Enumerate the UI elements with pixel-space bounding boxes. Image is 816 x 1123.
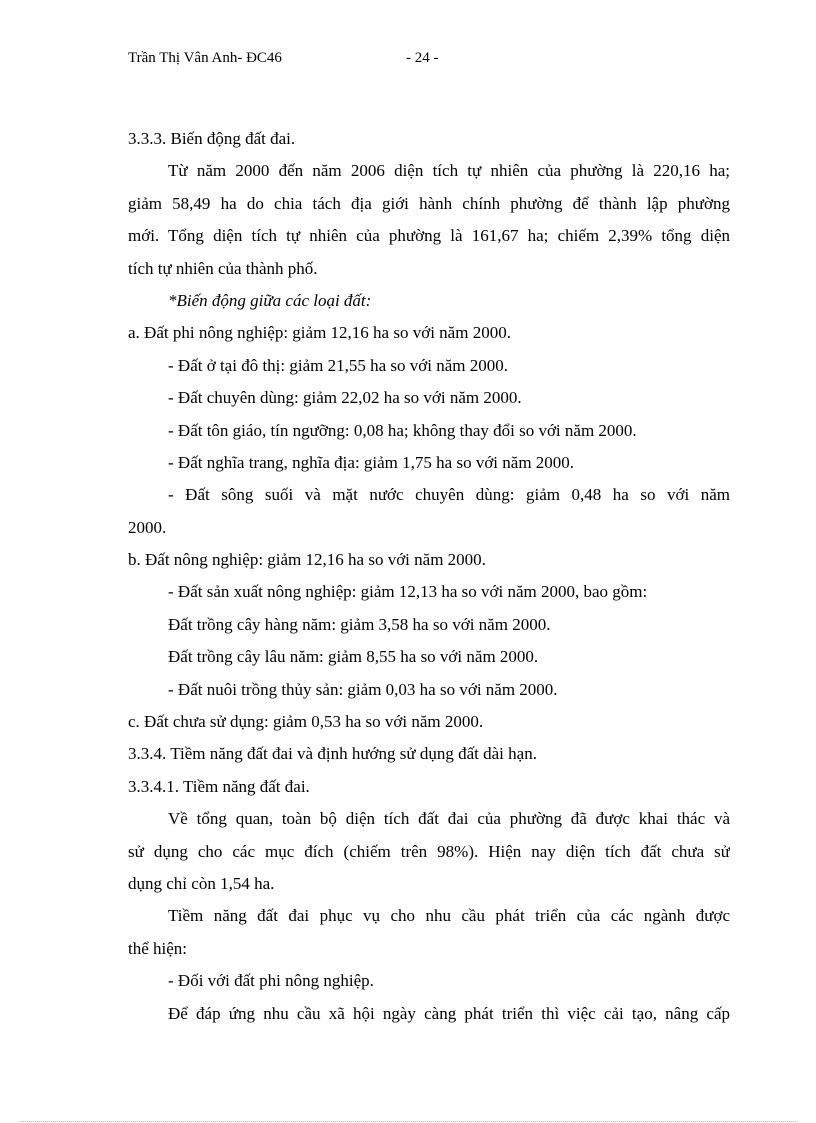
paragraph-line: thể hiện: <box>128 938 188 958</box>
page-bottom-divider <box>20 1121 796 1122</box>
paragraph-line: Để đáp ứng nhu cầu xã hội ngày càng phát triển thì việc cải tạo, nâng cấp <box>168 1003 730 1023</box>
paragraph-line: Từ năm 2000 đến năm 2006 diện tích tự nhiên của phường là 220,16 ha; <box>168 161 730 181</box>
item-a-non-agricultural: a. Đất phi nông nghiệp: giảm 12,16 ha so với năm 2000. <box>128 323 511 343</box>
item-c-unused: c. Đất chưa sử dụng: giảm 0,53 ha so với năm 2000. <box>128 712 484 732</box>
list-item: - Đất sản xuất nông nghiệp: giảm 12,13 ha so với năm 2000, bao gồm: <box>168 582 648 602</box>
list-item: - Đất nuôi trồng thủy sản: giảm 0,03 ha so với năm 2000. <box>168 679 558 699</box>
header-author: Trần Thị Vân Anh- ĐC46 <box>128 50 282 66</box>
page-header <box>128 50 730 70</box>
list-item: - Đất tôn giáo, tín ngưỡng: 0,08 ha; không thay đổi so với năm 2000. <box>168 420 637 440</box>
land-change-subheading: *Biến động giữa các loại đất: <box>168 290 372 310</box>
non-agricultural-heading: - Đối với đất phi nông nghiệp. <box>168 971 374 991</box>
list-item: - Đất chuyên dùng: giảm 22,02 ha so với năm 2000. <box>168 388 522 408</box>
item-b-agricultural: b. Đất nông nghiệp: giảm 12,16 ha so với năm 2000. <box>128 550 486 570</box>
paragraph-line: mới. Tổng diện tích tự nhiên của phường là 161,67 ha; chiếm 2,39% tổng diện <box>128 226 730 246</box>
paragraph-line: giảm 58,49 ha do chia tách địa giới hành chính phường để thành lập phường <box>128 193 730 213</box>
paragraph-line: Tiềm năng đất đai phục vụ cho nhu cầu phát triển của các ngành được <box>168 906 730 926</box>
list-item: Đất trồng cây hàng năm: giảm 3,58 ha so với năm 2000. <box>168 614 551 634</box>
paragraph-line: tích tự nhiên của thành phố. <box>128 258 318 278</box>
document-body <box>128 123 730 1030</box>
section-3-3-3-title: 3.3.3. Biến động đất đai. <box>128 129 296 148</box>
section-3-3-4-1-title: 3.3.4.1. Tiềm năng đất đai. <box>128 776 310 796</box>
paragraph-line: dụng chỉ còn 1,54 ha. <box>128 873 275 893</box>
list-item: Đất trồng cây lâu năm: giảm 8,55 ha so với năm 2000. <box>168 647 539 667</box>
paragraph-line: Về tổng quan, toàn bộ diện tích đất đai của phường đã được khai thác và <box>168 809 730 829</box>
list-item: - Đất sông suối và mặt nước chuyên dùng: giảm 0,48 ha so với năm <box>168 485 730 505</box>
page-number: - 24 - <box>406 50 439 66</box>
list-item: - Đất ở tại đô thị: giảm 21,55 ha so với năm 2000. <box>168 355 508 375</box>
list-item-continuation: 2000. <box>128 517 167 537</box>
list-item: - Đất nghĩa trang, nghĩa địa: giảm 1,75 ha so với năm 2000. <box>168 452 575 472</box>
paragraph-line: sử dụng cho các mục đích (chiếm trên 98%). Hiện nay diện tích đất chưa sử <box>128 841 730 861</box>
section-3-3-4-title: 3.3.4. Tiềm năng đất đai và định hướng sử dụng đất dài hạn. <box>128 744 537 764</box>
